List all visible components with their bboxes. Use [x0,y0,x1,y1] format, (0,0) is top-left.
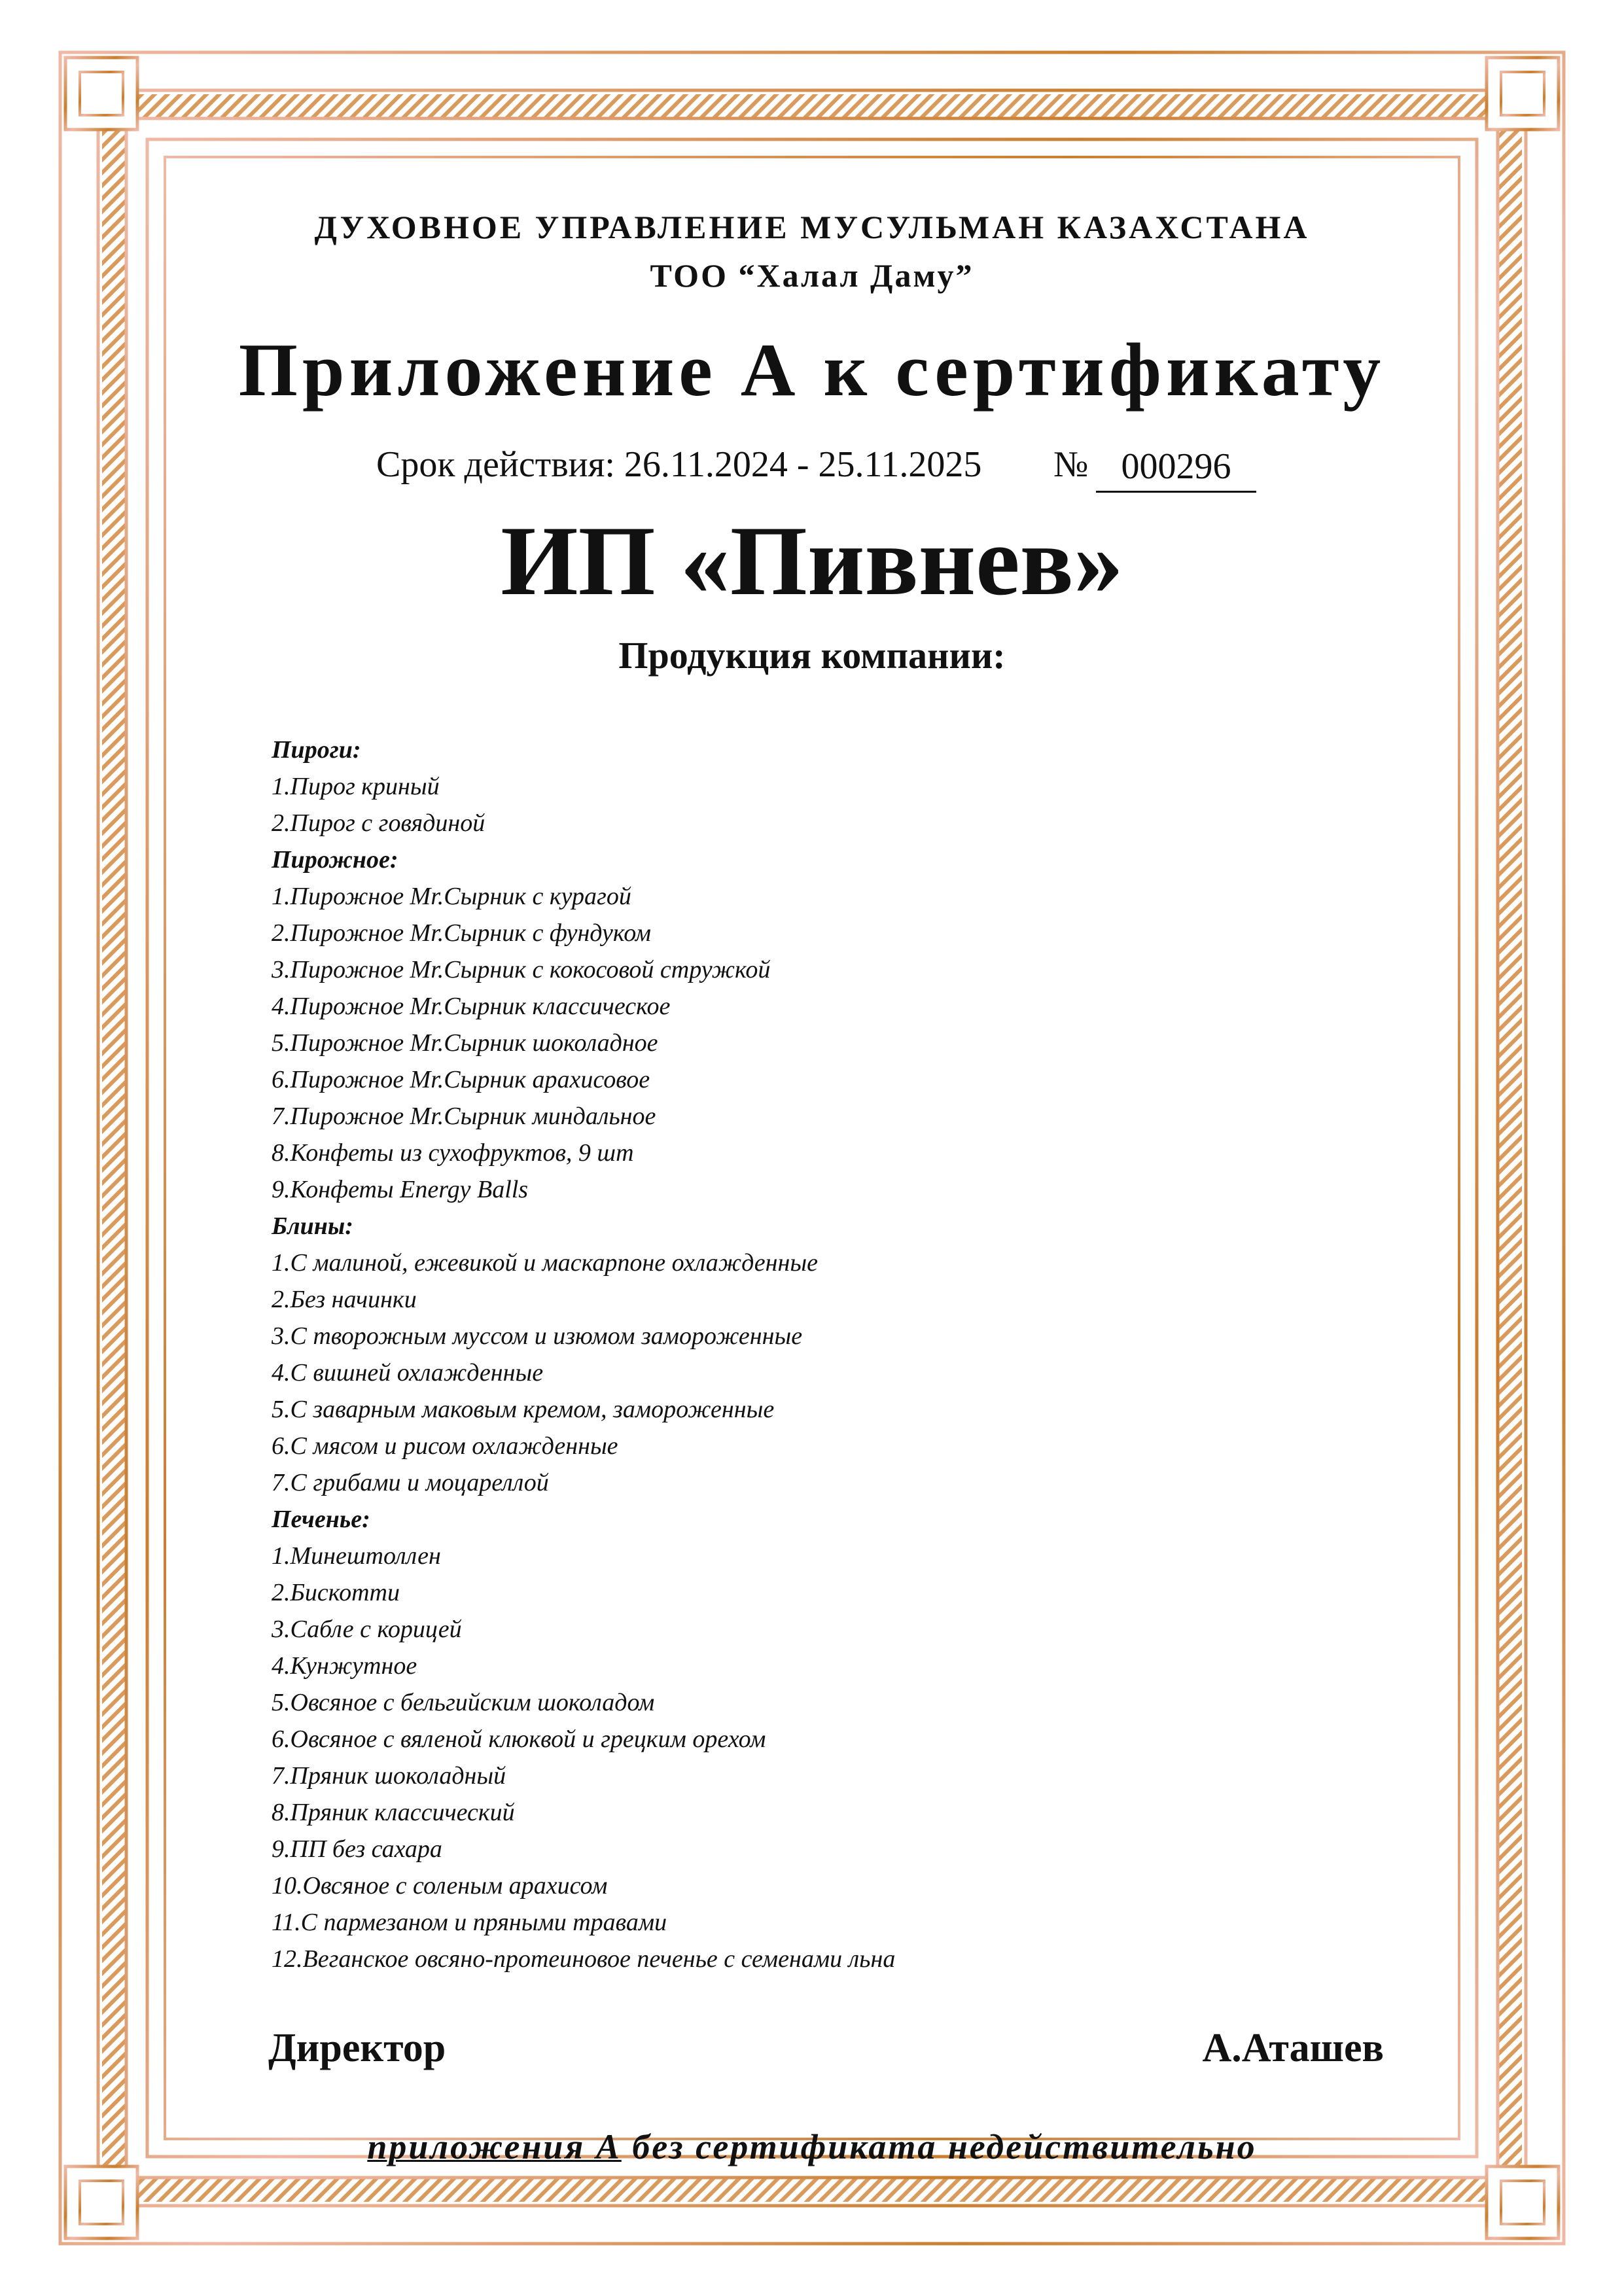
list-item: 12.Веганское овсяно-протеиновое печенье с семенами льна [272,1945,896,1973]
list-item: 6.Овсяное с вяленой клюквой и грецким орехом [272,1725,766,1753]
list-item: 7.С грибами и моцареллой [272,1469,549,1496]
signature-role: Директор [268,2026,446,2070]
list-item: 11.С пармезаном и пряными травами [272,1909,667,1936]
certificate-number: 000296 [1096,444,1256,493]
list-item: 7.Пряник шоколадный [272,1762,506,1790]
signature-name: А.Аташев [1202,2026,1384,2070]
list-item: 4.Кунжутное [272,1652,417,1680]
list-item: 1.Пирог криный [272,773,440,800]
list-item: 10.Овсяное с соленым арахисом [272,1872,608,1899]
list-item: 1.Пирожное Mr.Сырник с курагой [272,883,631,910]
validity-note-rest: без сертификата недействительно [621,2127,1257,2166]
list-item: 1.С малиной, ежевикой и маскарпоне охлажденные [272,1249,818,1277]
list-item: 4.Пирожное Mr.Сырник классическое [272,993,671,1020]
list-item: 3.Пирожное Mr.Сырник с кокосовой стружкой [272,956,771,983]
list-item: 8.Конфеты из сухофруктов, 9 шт [272,1139,634,1167]
list-item: 9.Конфеты Energy Balls [272,1176,529,1203]
category-heading: Блины: [272,1212,353,1240]
validity-period: Срок действия: 26.11.2024 - 25.11.2025 [376,444,982,485]
validity-note [0,2127,1624,2167]
category-heading: Печенье: [272,1506,370,1533]
list-item: 9.ПП без сахара [272,1835,442,1863]
list-item: 2.Пирожное Mr.Сырник с фундуком [272,919,652,947]
list-item: 2.Бискотти [272,1579,400,1606]
list-item: 6.С мясом и рисом охлажденные [272,1432,618,1460]
list-item: 3.С творожным муссом и изюмом замороженные [272,1322,803,1350]
list-item: 5.Овсяное с бельгийским шоколадом [272,1689,655,1716]
company-name: ИП «Пивнев» [501,506,1123,616]
list-item: 8.Пряник классический [272,1799,515,1826]
list-item: 3.Сабле с корицей [272,1616,462,1643]
list-item: 6.Пирожное Mr.Сырник арахисовое [272,1066,650,1093]
document-title: Приложение А к сертификату [238,328,1386,412]
list-item: 2.Пирог с говядиной [272,809,485,837]
list-item: 7.Пирожное Mr.Сырник миндальное [272,1103,656,1130]
products-heading: Продукция компании: [618,634,1006,677]
list-item: 1.Минештоллен [272,1542,441,1570]
organization-name: ДУХОВНОЕ УПРАВЛЕНИЕ МУСУЛЬМАН КАЗАХСТАНА [314,209,1310,245]
list-item: 5.С заварным маковым кремом, замороженные [272,1396,775,1423]
product-list [272,732,895,1977]
list-item: 2.Без начинки [272,1286,417,1313]
company-issuer: ТОО “Халал Даму” [650,257,974,294]
category-heading: Пироги: [272,736,361,764]
validity-note-underlined: приложения А [367,2127,622,2166]
category-heading: Пирожное: [272,846,398,874]
list-item: 5.Пирожное Mr.Сырник шоколадное [272,1029,658,1057]
number-label: № [1053,444,1089,485]
list-item: 4.С вишней охлажденные [272,1359,544,1386]
